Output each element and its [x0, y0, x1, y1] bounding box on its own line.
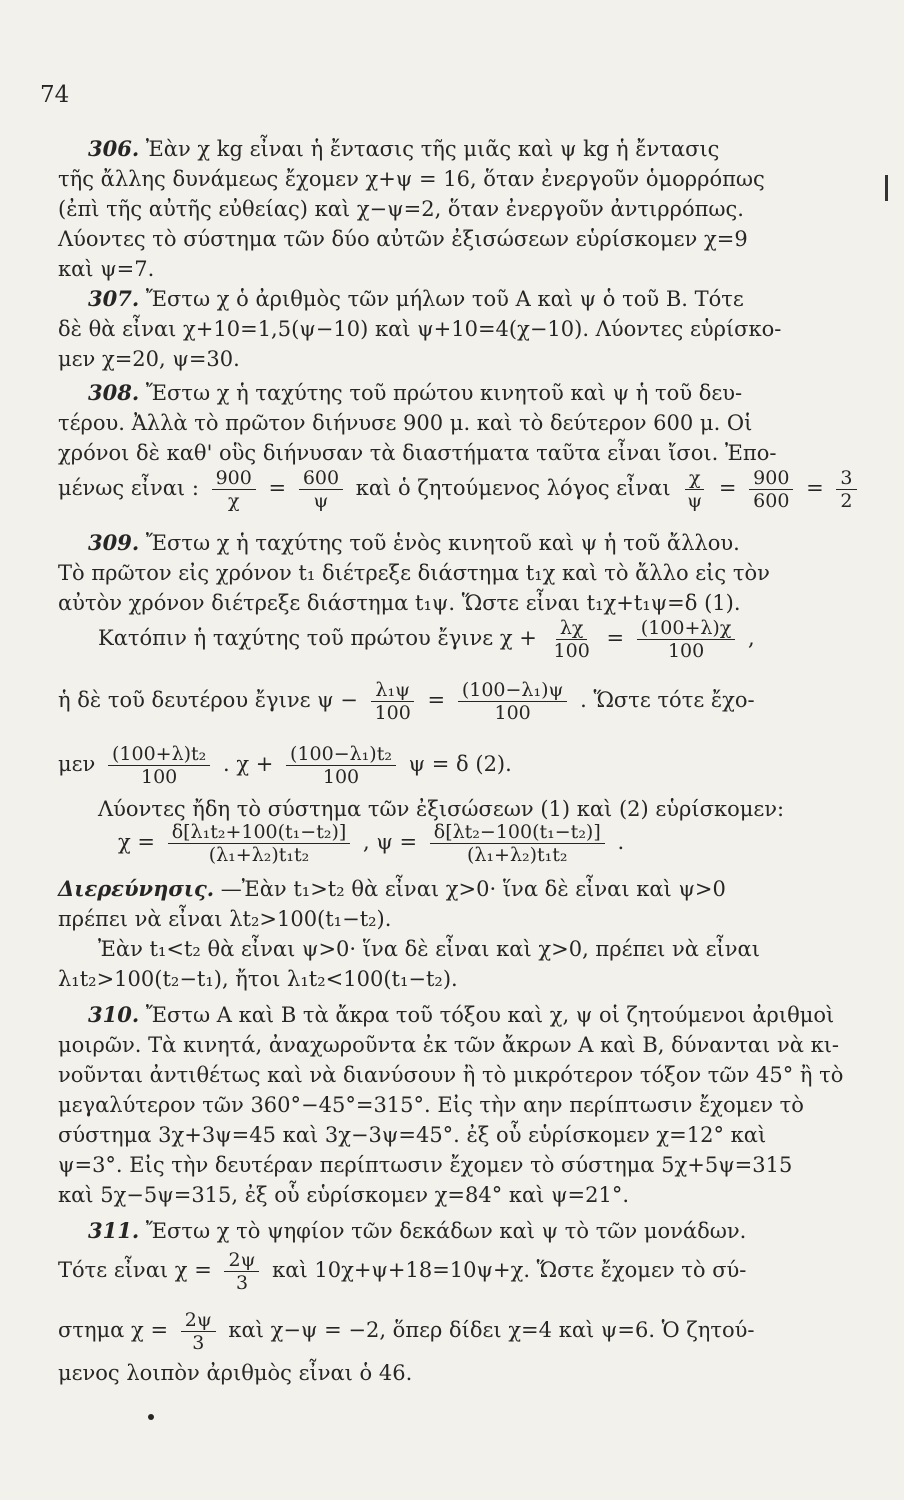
- text: , ψ =: [362, 830, 418, 854]
- p309-line-4: Κατόπιν ἡ ταχύτης τοῦ πρώτου ἔγινε χ + $\frac{\lambda\chi}{100}$ = $\frac{(100+\lambda)\chi}{100}$ ,: [98, 617, 755, 662]
- p306-line-5: καὶ ψ=7.: [58, 257, 155, 281]
- p309-line-2: Τὸ πρῶτον εἰς χρόνον t₁ διέτρεξε διάστημα t₁χ καὶ τὸ ἄλλο εἰς τὸν: [58, 561, 770, 585]
- equals: =: [427, 688, 446, 712]
- fraction: [286, 743, 396, 788]
- text: χ =: [118, 830, 155, 854]
- numerator: 900: [749, 467, 793, 490]
- text: Κατόπιν ἡ ταχύτης τοῦ πρώτου ἔγινε χ +: [98, 626, 537, 650]
- numerator: 2ψ: [181, 1309, 216, 1332]
- text: Ἔστω Α καὶ Β τὰ ἄκρα τοῦ τόξου καὶ χ, ψ οἱ ζητούμενοι ἀριθμοὶ: [145, 1003, 835, 1027]
- text: Ἔστω χ ἡ ταχύτης τοῦ πρώτου κινητοῦ καὶ ψ ἡ τοῦ δευ-: [145, 381, 743, 405]
- p308-line-1: [58, 380, 848, 406]
- numerator: λχ: [556, 617, 588, 640]
- denominator: 3: [192, 1332, 205, 1354]
- denominator: ψ: [687, 490, 703, 512]
- p309-line-5: [58, 676, 848, 724]
- p310-line-7: καὶ 5χ−5ψ=315, ἐξ οὗ εὑρίσκομεν χ=84° καὶ ψ=21°.: [58, 1183, 630, 1207]
- p306-line-3: (ἐπὶ τῆς αὐτῆς εὐθείας) καὶ χ−ψ=2, ὅταν ἐνεργοῦν ἀντιρρόπως.: [58, 197, 744, 221]
- fraction: [683, 467, 706, 512]
- p309-line-6: [58, 740, 848, 788]
- fraction: [108, 743, 210, 788]
- equals: =: [806, 476, 824, 500]
- fraction: [749, 467, 793, 512]
- p310-line-5: σύστημα 3χ+3ψ=45 καὶ 3χ−3ψ=45°. ἐξ οὗ εὑρίσκομεν χ=12° καὶ: [58, 1123, 767, 1147]
- text: Τότε εἶναι χ =: [58, 1258, 212, 1282]
- p308-line-3: χρόνοι δὲ καθ' οὓς διήνυσαν τὰ διαστήματα ταῦτα εἶναι ἴσοι. Ἐπο-: [58, 441, 777, 465]
- p306-line-4: Λύοντες τὸ σύστημα τῶν δύο αὐτῶν ἐξισώσεων εὑρίσκομεν χ=9: [58, 227, 748, 251]
- denominator: 100: [322, 766, 360, 788]
- p306-line-1: [58, 136, 848, 162]
- fraction: [212, 467, 256, 512]
- text: Λύοντες ἤδη τὸ σύστημα τῶν ἐξισώσεων (1) καὶ (2) εὑρίσκομεν:: [98, 797, 785, 821]
- problem-number: 306.: [88, 136, 140, 161]
- fraction: [430, 821, 605, 866]
- numerator: χ: [685, 467, 705, 490]
- numerator: 3: [836, 467, 856, 490]
- problem-number: 311.: [88, 1218, 140, 1243]
- equals: =: [606, 626, 625, 650]
- p309-line-12: λ₁t₂>100(t₂−t₁), ἤτοι λ₁t₂<100(t₁−t₂).: [58, 967, 458, 991]
- text: στημα χ =: [58, 1318, 169, 1342]
- numerator: 600: [299, 467, 343, 490]
- denominator: 100: [494, 702, 531, 724]
- fraction: [168, 821, 351, 866]
- fraction: [371, 679, 415, 724]
- p311-line-4: μενος λοιπὸν ἀριθμὸς εἶναι ὁ 46.: [58, 1361, 413, 1385]
- problem-number: 307.: [88, 286, 140, 311]
- numerator: (100−λ₁)ψ: [458, 679, 568, 702]
- denominator: 100: [553, 640, 590, 662]
- denominator: χ: [227, 490, 240, 512]
- fraction: [550, 617, 594, 662]
- margin-mark: [885, 175, 888, 201]
- text: μεν: [58, 752, 96, 776]
- text: —Ἐὰν t₁>t₂ θὰ εἶναι χ>0· ἵνα δὲ εἶναι καὶ ψ>0: [220, 877, 726, 901]
- text: . χ +: [222, 752, 274, 776]
- numerator: (100+λ)t₂: [108, 743, 210, 766]
- denominator: 3: [235, 1272, 249, 1294]
- equals: =: [268, 476, 287, 500]
- denominator: 100: [374, 702, 411, 724]
- text: καὶ ὁ ζητούμενος λόγος εἶναι: [355, 476, 671, 500]
- p309-line-11: [58, 936, 848, 962]
- p309-line-3: αὐτὸν χρόνον διέτρεξε διάστημα t₁ψ. Ὥστε εἶναι t₁χ+t₁ψ=δ (1).: [58, 591, 741, 615]
- text: ἡ δὲ τοῦ δευτέρου ἔγινε ψ −: [58, 688, 358, 712]
- p311-line-1: [58, 1218, 848, 1244]
- denominator: (λ₁+λ₂)t₁t₂: [466, 844, 568, 866]
- numerator: (100+λ)χ: [637, 617, 736, 640]
- text: Ἔστω χ ὁ ἀριθμὸς τῶν μήλων τοῦ Α καὶ ψ ὁ τοῦ Β. Τότε: [145, 287, 744, 311]
- fraction: [637, 617, 736, 662]
- text: Ἐὰν t₁<t₂ θὰ εἶναι ψ>0· ἵνα δὲ εἶναι καὶ χ>0, πρέπει νὰ εἶναι: [98, 937, 760, 961]
- p307-line-2: δὲ θὰ εἶναι χ+10=1,5(ψ−10) καὶ ψ+10=4(χ−10). Λύοντες εὑρίσκο-: [58, 317, 782, 341]
- denominator: 100: [141, 766, 178, 788]
- text: Ἔστω χ ἡ ταχύτης τοῦ ἑνὸς κινητοῦ καὶ ψ ἡ τοῦ ἄλλου.: [145, 531, 740, 555]
- stray-dot: [148, 1414, 154, 1420]
- page-number: 74: [40, 82, 70, 108]
- text: μένως εἶναι :: [58, 476, 199, 500]
- fraction: [458, 679, 568, 724]
- p309-line-10: πρέπει νὰ εἶναι λt₂>100(t₁−t₂).: [58, 907, 392, 931]
- p311-line-3: [58, 1306, 848, 1354]
- numerator: δ[λ₁t₂+100(t₁−t₂)]: [168, 821, 351, 844]
- text: Ἔστω χ τὸ ψηφίον τῶν δεκάδων καὶ ψ τὸ τῶν μονάδων.: [145, 1219, 747, 1243]
- text: καὶ 10χ+ψ+18=10ψ+χ. Ὥστε ἔχομεν τὸ σύ-: [272, 1258, 747, 1282]
- numerator: 900: [212, 467, 256, 490]
- denominator: 100: [667, 640, 705, 662]
- p307-line-3: μεν χ=20, ψ=30.: [58, 347, 240, 371]
- fraction: [299, 467, 343, 512]
- problem-number: 309.: [88, 530, 140, 555]
- fraction: [224, 1249, 259, 1294]
- fraction: [836, 467, 856, 512]
- p306-line-2: τῆς ἄλλης δυνάμεως ἔχομεν χ+ψ = 16, ὅταν ἐνεργοῦν ὁμορρόπως: [58, 167, 765, 191]
- p308-line-4: [58, 464, 853, 512]
- numerator: δ[λt₂−100(t₁−t₂)]: [430, 821, 605, 844]
- p310-line-4: μεγαλύτερον τῶν 360°−45°=315°. Εἰς τὴν αην περίπτωσιν ἔχομεν τὸ: [58, 1093, 804, 1117]
- p308-line-2: τέρου. Ἀλλὰ τὸ πρῶτον διήνυσε 900 μ. καὶ τὸ δεύτερον 600 μ. Οἱ: [58, 411, 753, 435]
- denominator: 600: [753, 490, 790, 512]
- numerator: 2ψ: [224, 1249, 259, 1272]
- equals: =: [718, 476, 737, 500]
- denominator: 2: [840, 490, 853, 512]
- text: ψ = δ (2).: [408, 752, 512, 776]
- fraction: [181, 1309, 216, 1354]
- text: . Ὥστε τότε ἔχο-: [580, 688, 755, 712]
- numerator: (100−λ₁)t₂: [286, 743, 396, 766]
- text: Ἐὰν χ kg εἶναι ἡ ἔντασις τῆς μιᾶς καὶ ψ kg ἡ ἔντασις: [145, 137, 720, 161]
- denominator: ψ: [313, 490, 329, 512]
- denominator: (λ₁+λ₂)t₁t₂: [208, 844, 310, 866]
- section-label: Διερεύνησις.: [58, 876, 215, 901]
- p309-line-9: [58, 876, 848, 902]
- numerator: λ₁ψ: [371, 679, 414, 702]
- p307-line-1: [58, 286, 848, 312]
- p309-line-1: [58, 530, 848, 556]
- p309-line-8: χ = $\frac{\text{δ[λ₁t₂+100(t₁−t₂)]}}{\text{(λ₁+λ₂)t₁t₂}}$ , ψ = $\frac{\text{δ[λt₂−100(t₁−t₂)]}}{\text{(λ₁+λ₂)t₁t₂}}$ .: [118, 821, 625, 866]
- text: καὶ χ−ψ = −2, ὅπερ δίδει χ=4 καὶ ψ=6. Ὁ ζητού-: [228, 1318, 755, 1342]
- p310-line-2: μοιρῶν. Τὰ κινητά, ἀναχωροῦντα ἐκ τῶν ἄκρων Α καὶ Β, δύνανται νὰ κι-: [58, 1033, 840, 1057]
- p310-line-3: νοῦνται ἀντιθέτως καὶ νὰ διανύσουν ἢ τὸ μικρότερον τόξον τῶν 45° ἢ τὸ: [58, 1063, 844, 1087]
- problem-number: 308.: [88, 380, 140, 405]
- p310-line-1: [58, 1002, 848, 1028]
- p311-line-2: [58, 1246, 848, 1294]
- problem-number: 310.: [88, 1002, 140, 1027]
- p310-line-6: ψ=3°. Εἰς τὴν δευτέραν περίπτωσιν ἔχομεν τὸ σύστημα 5χ+5ψ=315: [58, 1153, 793, 1177]
